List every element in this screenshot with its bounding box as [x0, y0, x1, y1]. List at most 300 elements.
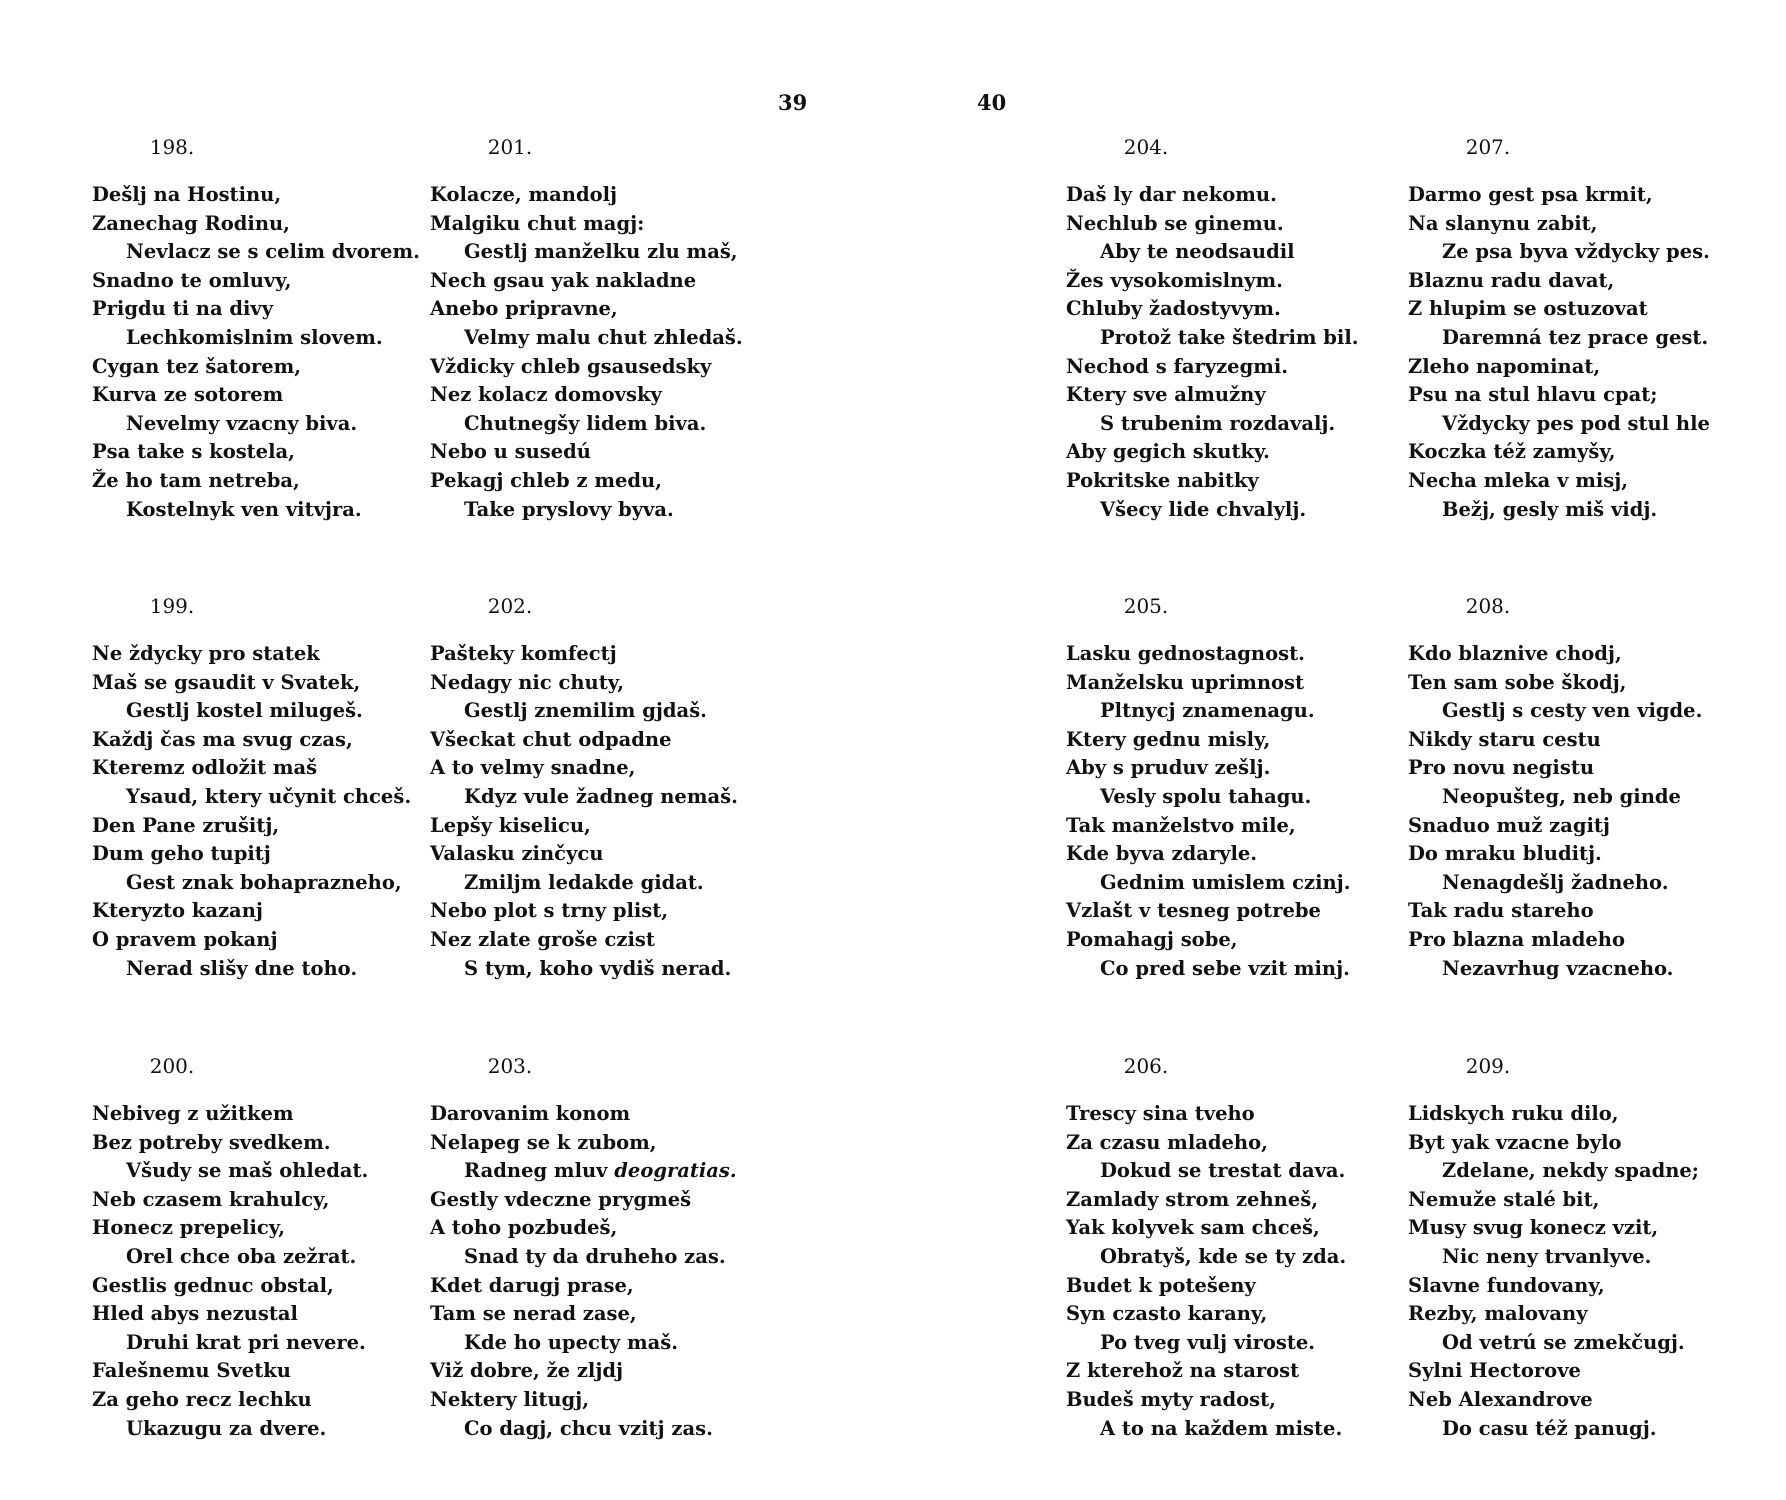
- verse-line: [1066, 1129, 1396, 1158]
- verse-line: [1408, 410, 1738, 439]
- verse-text: Nevelmy vzacny biva.: [126, 411, 358, 435]
- verse-text: Nenagdešlj žadneho.: [1442, 870, 1669, 894]
- verse-text: Všeckat chut odpadne: [430, 727, 672, 751]
- verse-line: [430, 238, 760, 267]
- verse-text: Gestlj kostel milugeš.: [126, 699, 363, 723]
- verse-text: Bežj, gesly miš vidj.: [1442, 497, 1658, 521]
- verse-text: Den Pane zrušitj,: [92, 813, 280, 837]
- verse-text: Daš ly dar nekomu.: [1066, 183, 1277, 206]
- verse-text: Nic neny trvanlyve.: [1442, 1244, 1652, 1268]
- verse-line: [1408, 1214, 1738, 1243]
- verse-line: [1408, 754, 1738, 783]
- verse-text: Gestlj s cesty ven vigde.: [1442, 699, 1703, 723]
- verse-line: [92, 467, 422, 496]
- verse-line: [1066, 181, 1396, 210]
- verse-text: Ukazugu za dvere.: [126, 1416, 327, 1440]
- verse-line: [430, 812, 760, 841]
- poem-number: 203.: [487, 1054, 533, 1078]
- poem-209: [1408, 1054, 1738, 1443]
- verse-text: Pomahagj sobe,: [1066, 927, 1238, 951]
- poem-202: [430, 594, 760, 983]
- verse-text: Darovanim konom: [430, 1102, 631, 1125]
- verse-text: A toho pozbudeš,: [430, 1216, 618, 1240]
- poem-203: [430, 1054, 760, 1443]
- verse-line: [92, 1329, 422, 1358]
- verse-line: [92, 1214, 422, 1243]
- verse-text: Hled abys nezustal: [92, 1302, 298, 1326]
- verse-line: [1408, 438, 1738, 467]
- verse-line: [1408, 869, 1738, 898]
- verse-line: [1066, 295, 1396, 324]
- verse-text: Lidskych ruku dilo,: [1408, 1102, 1619, 1125]
- verse-line: [430, 467, 760, 496]
- verse-text: Kdyz vule žadneg nemaš.: [464, 784, 738, 808]
- verse-line: [1066, 640, 1396, 669]
- verse-text: Yak kolyvek sam chceš,: [1066, 1216, 1320, 1240]
- verse-text: Dokud se trestat dava.: [1100, 1159, 1346, 1183]
- verse-line: [92, 181, 422, 210]
- verse-text: Musy svug konecz vzit,: [1408, 1216, 1659, 1240]
- verse-line: [1066, 381, 1396, 410]
- verse-text: Radneg mluv: [464, 1159, 615, 1183]
- verse-line: [1408, 1157, 1738, 1186]
- verse-line: [430, 496, 760, 525]
- verse-line: [92, 1357, 422, 1386]
- verse-line: [430, 955, 760, 984]
- verse-line: [430, 1415, 760, 1444]
- verse-text: Daremná tez prace gest.: [1442, 325, 1709, 349]
- verse-text: Aby gegich skutky.: [1066, 440, 1270, 464]
- verse-text: A to na každem miste.: [1100, 1416, 1343, 1440]
- verse-text: Zleho napominat,: [1408, 354, 1601, 378]
- verse-line: [1066, 669, 1396, 698]
- verse-text: S tym, koho vydiš nerad.: [464, 956, 732, 980]
- verse-line: [1408, 926, 1738, 955]
- verse-text: Zanechag Rodinu,: [92, 211, 290, 235]
- verse-line: [430, 267, 760, 296]
- verse-text: Lepšy kiselicu,: [430, 813, 591, 837]
- verse-text: Obratyš, kde se ty zda.: [1100, 1244, 1347, 1268]
- verse-line: [1408, 1300, 1738, 1329]
- verse-line: [1408, 210, 1738, 239]
- verse-line: [92, 812, 422, 841]
- verse-line: [1408, 324, 1738, 353]
- verse-text: Ne ždycky pro statek: [92, 642, 320, 665]
- poem-number: 202.: [487, 594, 533, 618]
- verse-line: [430, 295, 760, 324]
- verse-text: Kdet darugj prase,: [430, 1273, 634, 1297]
- verse-line: [92, 353, 422, 382]
- verse-line: [430, 726, 760, 755]
- verse-line: [430, 1243, 760, 1272]
- verse-text: Snadno te omluvy,: [92, 268, 292, 292]
- verse-line: [1408, 669, 1738, 698]
- verse-text: Psu na stul hlavu cpat;: [1408, 383, 1658, 407]
- verse-text: Že ho tam netreba,: [92, 468, 300, 492]
- verse-text: Ten sam sobe škodj,: [1408, 670, 1627, 694]
- verse-line: [1066, 467, 1396, 496]
- verse-text: Pro blazna mladeho: [1408, 927, 1625, 951]
- verse-text: Do mraku bluditj.: [1408, 842, 1602, 866]
- verse-line: [430, 410, 760, 439]
- poem-201: [430, 135, 760, 524]
- verse-line: [1066, 1243, 1396, 1272]
- verse-line: [430, 840, 760, 869]
- verse-line: [1066, 496, 1396, 525]
- poem-number: 199.: [149, 594, 195, 618]
- verse-line: [430, 1272, 760, 1301]
- verse-line: [92, 410, 422, 439]
- verse-text: Ktery gednu misly,: [1066, 727, 1271, 751]
- verse-line: [430, 1357, 760, 1386]
- verse-text: Rezby, malovany: [1408, 1302, 1588, 1326]
- verse-line: [1408, 353, 1738, 382]
- verse-text: Tak manželstvo mile,: [1066, 813, 1296, 837]
- verse-line: [92, 1415, 422, 1444]
- verse-text: Necha mleka v misj,: [1408, 468, 1629, 492]
- verse-text: Budeš myty radost,: [1066, 1387, 1276, 1411]
- verse-line: [1408, 181, 1738, 210]
- verse-line: [1408, 267, 1738, 296]
- poem-208: [1408, 594, 1738, 983]
- verse-line: [430, 669, 760, 698]
- verse-line: [1066, 410, 1396, 439]
- verse-line: [92, 1129, 422, 1158]
- verse-line: [1408, 783, 1738, 812]
- verse-line: [1066, 324, 1396, 353]
- verse-text: Všudy se maš ohledat.: [126, 1159, 369, 1183]
- page-number-left: 39: [778, 90, 808, 115]
- poem-number: 200.: [149, 1054, 195, 1078]
- verse-text: Nech gsau yak nakladne: [430, 268, 697, 292]
- poem-199: [92, 594, 422, 983]
- verse-text: Protož take štedrim bil.: [1100, 325, 1359, 349]
- verse-text: Vzlašt v tesneg potrebe: [1066, 899, 1321, 923]
- verse-text: Do casu též panugj.: [1442, 1416, 1657, 1440]
- verse-line: [430, 897, 760, 926]
- verse-text: Gednim umislem czinj.: [1100, 870, 1351, 894]
- poem-204: [1066, 135, 1396, 524]
- verse-text: Pašteky komfectj: [430, 642, 617, 665]
- verse-text: Dum geho tupitj: [92, 842, 271, 866]
- verse-line: [92, 210, 422, 239]
- poem-number: 204.: [1123, 135, 1169, 159]
- verse-text: S trubenim rozdavalj.: [1100, 411, 1336, 435]
- verse-text: Nebo plot s trny plist,: [430, 899, 669, 923]
- verse-text: Anebo pripravne,: [430, 297, 618, 321]
- verse-line: [92, 238, 422, 267]
- verse-line: [1408, 955, 1738, 984]
- verse-text: Blaznu radu davat,: [1408, 268, 1615, 292]
- verse-text: Neb Alexandrove: [1408, 1387, 1593, 1411]
- verse-line: [430, 353, 760, 382]
- poem-number: 198.: [149, 135, 195, 159]
- verse-line: [92, 1186, 422, 1215]
- verse-line: [430, 1186, 760, 1215]
- verse-line: [1408, 1129, 1738, 1158]
- verse-text: Za geho recz lechku: [92, 1387, 312, 1411]
- verse-text: Na slanynu zabit,: [1408, 211, 1598, 235]
- verse-text: Gest znak bohaprazneho,: [126, 870, 402, 894]
- verse-text: Nez zlate groše czist: [430, 927, 655, 951]
- verse-text: Lasku gednostagnost.: [1066, 642, 1305, 665]
- verse-text: Pokritske nabitky: [1066, 468, 1259, 492]
- verse-text: Kostelnyk ven vitvjra.: [126, 497, 362, 521]
- verse-text: Velmy malu chut zhledaš.: [464, 325, 743, 349]
- verse-line: [430, 697, 760, 726]
- verse-text: Bez potreby svedkem.: [92, 1130, 331, 1154]
- page-number-right: 40: [977, 90, 1007, 115]
- verse-text: Nebiveg z užitkem: [92, 1102, 294, 1125]
- verse-text: Zamlady strom zehneš,: [1066, 1187, 1318, 1211]
- verse-text: Lechkomislnim slovem.: [126, 325, 383, 349]
- verse-text: Dešlj na Hostinu,: [92, 183, 282, 206]
- verse-text: Maš se gsaudit v Svatek,: [92, 670, 361, 694]
- verse-text: Nerad slišy dne toho.: [126, 956, 358, 980]
- verse-text: Od vetrú se zmekčugj.: [1442, 1330, 1685, 1354]
- verse-line: [1066, 267, 1396, 296]
- verse-line: [92, 754, 422, 783]
- verse-line: [92, 295, 422, 324]
- verse-line: [1066, 1214, 1396, 1243]
- verse-text: Snaduo muž zagitj: [1408, 813, 1610, 837]
- verse-text: Nechod s faryzegmi.: [1066, 354, 1289, 378]
- verse-line: [1066, 754, 1396, 783]
- verse-line: [430, 1329, 760, 1358]
- verse-line: [92, 381, 422, 410]
- verse-line: [430, 869, 760, 898]
- verse-line: [92, 1100, 422, 1129]
- verse-text: Zdelane, nekdy spadne;: [1442, 1159, 1699, 1183]
- verse-line: [1066, 353, 1396, 382]
- verse-line: [1408, 1243, 1738, 1272]
- poem-number: 209.: [1465, 1054, 1511, 1078]
- verse-text: Aby s pruduv zešlj.: [1066, 756, 1271, 780]
- verse-line: [430, 1214, 760, 1243]
- verse-text: Druhi krat pri nevere.: [126, 1330, 366, 1354]
- verse-line: [1066, 438, 1396, 467]
- verse-text: Chluby žadostyvym.: [1066, 297, 1281, 321]
- verse-line: [1408, 496, 1738, 525]
- verse-text: Kteremz odložit maš: [92, 756, 318, 780]
- verse-text: Neopušteg, neb ginde: [1442, 784, 1681, 808]
- verse-text: Po tveg vulj viroste.: [1100, 1330, 1316, 1354]
- verse-text: Zmiljm ledakde gidat.: [464, 870, 704, 894]
- verse-line: [1408, 295, 1738, 324]
- poem-number: 207.: [1465, 135, 1511, 159]
- verse-text: Darmo gest psa krmit,: [1408, 183, 1653, 206]
- verse-text: Orel chce oba zežrat.: [126, 1244, 357, 1268]
- verse-text: Snad ty da druheho zas.: [464, 1244, 726, 1268]
- verse-line: [1408, 1100, 1738, 1129]
- verse-text: Cygan tez šatorem,: [92, 354, 302, 378]
- poem-number: 206.: [1123, 1054, 1169, 1078]
- verse-line: [92, 1243, 422, 1272]
- verse-text: Nebo u susedú: [430, 440, 591, 464]
- verse-line: [430, 1129, 760, 1158]
- verse-line: [92, 1272, 422, 1301]
- verse-text: Nikdy staru cestu: [1408, 727, 1601, 751]
- verse-line: [1066, 783, 1396, 812]
- verse-line: [1066, 926, 1396, 955]
- verse-text: Falešnemu Svetku: [92, 1359, 291, 1383]
- verse-line: [92, 438, 422, 467]
- verse-text: Chutnegšy lidem biva.: [464, 411, 707, 435]
- verse-text: Nezavrhug vzacneho.: [1442, 956, 1674, 980]
- verse-text: Slavne fundovany,: [1408, 1273, 1605, 1297]
- verse-text: Nechlub se ginemu.: [1066, 211, 1284, 235]
- verse-line: [1408, 640, 1738, 669]
- verse-line: [92, 1157, 422, 1186]
- verse-line: [1066, 238, 1396, 267]
- verse-line: [92, 869, 422, 898]
- verse-text: Vždicky chleb gsausedsky: [430, 354, 712, 378]
- verse-line: [430, 181, 760, 210]
- verse-text: Gestlis gednuc obstal,: [92, 1273, 334, 1297]
- verse-text: Aby te neodsaudil: [1100, 240, 1295, 264]
- verse-text: Valasku zinčycu: [430, 842, 604, 866]
- verse-line: [1066, 697, 1396, 726]
- verse-text: Ysaud, ktery učynit chceš.: [126, 784, 412, 808]
- verse-line: [1066, 210, 1396, 239]
- verse-line: [430, 324, 760, 353]
- verse-text: Kde ho upecty maš.: [464, 1330, 679, 1354]
- verse-text: Trescy sina tveho: [1066, 1102, 1255, 1125]
- verse-line: [1408, 1272, 1738, 1301]
- verse-line: [430, 926, 760, 955]
- verse-line: [1066, 1157, 1396, 1186]
- verse-text: Kdo blaznive chodj,: [1408, 642, 1622, 665]
- verse-line: [92, 640, 422, 669]
- verse-line: [1066, 1272, 1396, 1301]
- verse-line: [92, 267, 422, 296]
- verse-text: Žes vysokomislnym.: [1066, 268, 1283, 292]
- poem-number: 205.: [1123, 594, 1169, 618]
- poem-207: [1408, 135, 1738, 524]
- verse-line: [430, 783, 760, 812]
- verse-text: Sylni Hectorove: [1408, 1359, 1581, 1383]
- verse-line: [430, 381, 760, 410]
- verse-text: Pltnycj znamenagu.: [1100, 699, 1315, 723]
- verse-line: [1408, 1186, 1738, 1215]
- verse-text: Za czasu mladeho,: [1066, 1130, 1268, 1154]
- verse-text: Byt yak vzacne bylo: [1408, 1130, 1622, 1154]
- verse-text: Ktery sve almužny: [1066, 383, 1266, 407]
- verse-text: Psa take s kostela,: [92, 440, 295, 464]
- verse-line: [1408, 1329, 1738, 1358]
- verse-text: Nez kolacz domovsky: [430, 383, 662, 407]
- verse-text: Viž dobre, že zljdj: [430, 1359, 624, 1383]
- verse-line: [430, 438, 760, 467]
- poem-number: 201.: [487, 135, 533, 159]
- verse-text: Pro novu negistu: [1408, 756, 1595, 780]
- verse-text: Ze psa byva vždycky pes.: [1442, 240, 1710, 264]
- verse-text: Gestlj manželku zlu maš,: [464, 240, 738, 264]
- verse-line: [92, 840, 422, 869]
- verse-line: [92, 697, 422, 726]
- verse-text: Gestlj znemilim gjdaš.: [464, 699, 707, 723]
- verse-text: Budet k potešeny: [1066, 1273, 1256, 1297]
- verse-text: Nelapeg se k zubom,: [430, 1130, 657, 1154]
- verse-text: Nektery litugj,: [430, 1387, 590, 1411]
- verse-text: Kde byva zdaryle.: [1066, 842, 1258, 866]
- verse-text: Malgiku chut magj:: [430, 211, 645, 235]
- verse-line: [92, 324, 422, 353]
- verse-text: Neb czasem krahulcy,: [92, 1187, 330, 1211]
- verse-text: Vždycky pes pod stul hle: [1442, 411, 1710, 435]
- poem-206: [1066, 1054, 1396, 1443]
- verse-line: [1066, 869, 1396, 898]
- verse-line: [1408, 812, 1738, 841]
- verse-line: [1408, 1357, 1738, 1386]
- verse-line: [1066, 1386, 1396, 1415]
- verse-line: [1408, 381, 1738, 410]
- verse-text: Kolacze, mandolj: [430, 183, 618, 206]
- verse-line: [92, 926, 422, 955]
- verse-line: [1408, 897, 1738, 926]
- verse-line: [92, 726, 422, 755]
- verse-line: [430, 1100, 760, 1129]
- verse-text: Honecz prepelicy,: [92, 1216, 286, 1240]
- verse-text: Prigdu ti na divy: [92, 297, 274, 321]
- verse-text: Z kterehož na starost: [1066, 1359, 1300, 1383]
- verse-text: Koczka též zamyšy,: [1408, 440, 1616, 464]
- verse-italic-text: deogratias.: [614, 1159, 737, 1183]
- verse-line: [430, 210, 760, 239]
- verse-line: [1066, 955, 1396, 984]
- verse-line: [1066, 840, 1396, 869]
- verse-text: Gestly vdeczne prygmeš: [430, 1187, 692, 1211]
- verse-text: A to velmy snadne,: [430, 756, 636, 780]
- verse-line: [1408, 1386, 1738, 1415]
- verse-line: [430, 1157, 760, 1186]
- poem-205: [1066, 594, 1396, 983]
- verse-line: [430, 1386, 760, 1415]
- verse-text: Kurva ze sotorem: [92, 383, 284, 407]
- verse-line: [1066, 812, 1396, 841]
- verse-line: [1408, 697, 1738, 726]
- verse-text: Tak radu stareho: [1408, 899, 1594, 923]
- verse-line: [92, 783, 422, 812]
- verse-line: [1408, 467, 1738, 496]
- verse-line: [430, 754, 760, 783]
- poem-198: [92, 135, 422, 524]
- verse-line: [92, 897, 422, 926]
- verse-line: [430, 640, 760, 669]
- poem-number: 208.: [1465, 594, 1511, 618]
- verse-text: Tam se nerad zase,: [430, 1302, 637, 1326]
- verse-line: [1066, 1300, 1396, 1329]
- verse-text: Nemuže stalé bit,: [1408, 1187, 1600, 1211]
- verse-line: [430, 1300, 760, 1329]
- verse-line: [1066, 1415, 1396, 1444]
- verse-line: [1066, 897, 1396, 926]
- poem-200: [92, 1054, 422, 1443]
- verse-text: Take pryslovy byva.: [464, 497, 674, 521]
- verse-text: Každj čas ma svug czas,: [92, 727, 353, 751]
- verse-line: [1066, 1186, 1396, 1215]
- verse-line: [1408, 726, 1738, 755]
- verse-text: Nevlacz se s celim dvorem.: [126, 240, 420, 264]
- verse-line: [1066, 1329, 1396, 1358]
- verse-line: [92, 1386, 422, 1415]
- verse-text: Syn czasto karany,: [1066, 1302, 1268, 1326]
- verse-line: [1408, 238, 1738, 267]
- verse-line: [92, 955, 422, 984]
- verse-line: [92, 496, 422, 525]
- verse-text: Všecy lide chvalylj.: [1100, 497, 1307, 521]
- verse-text: Vesly spolu tahagu.: [1100, 784, 1312, 808]
